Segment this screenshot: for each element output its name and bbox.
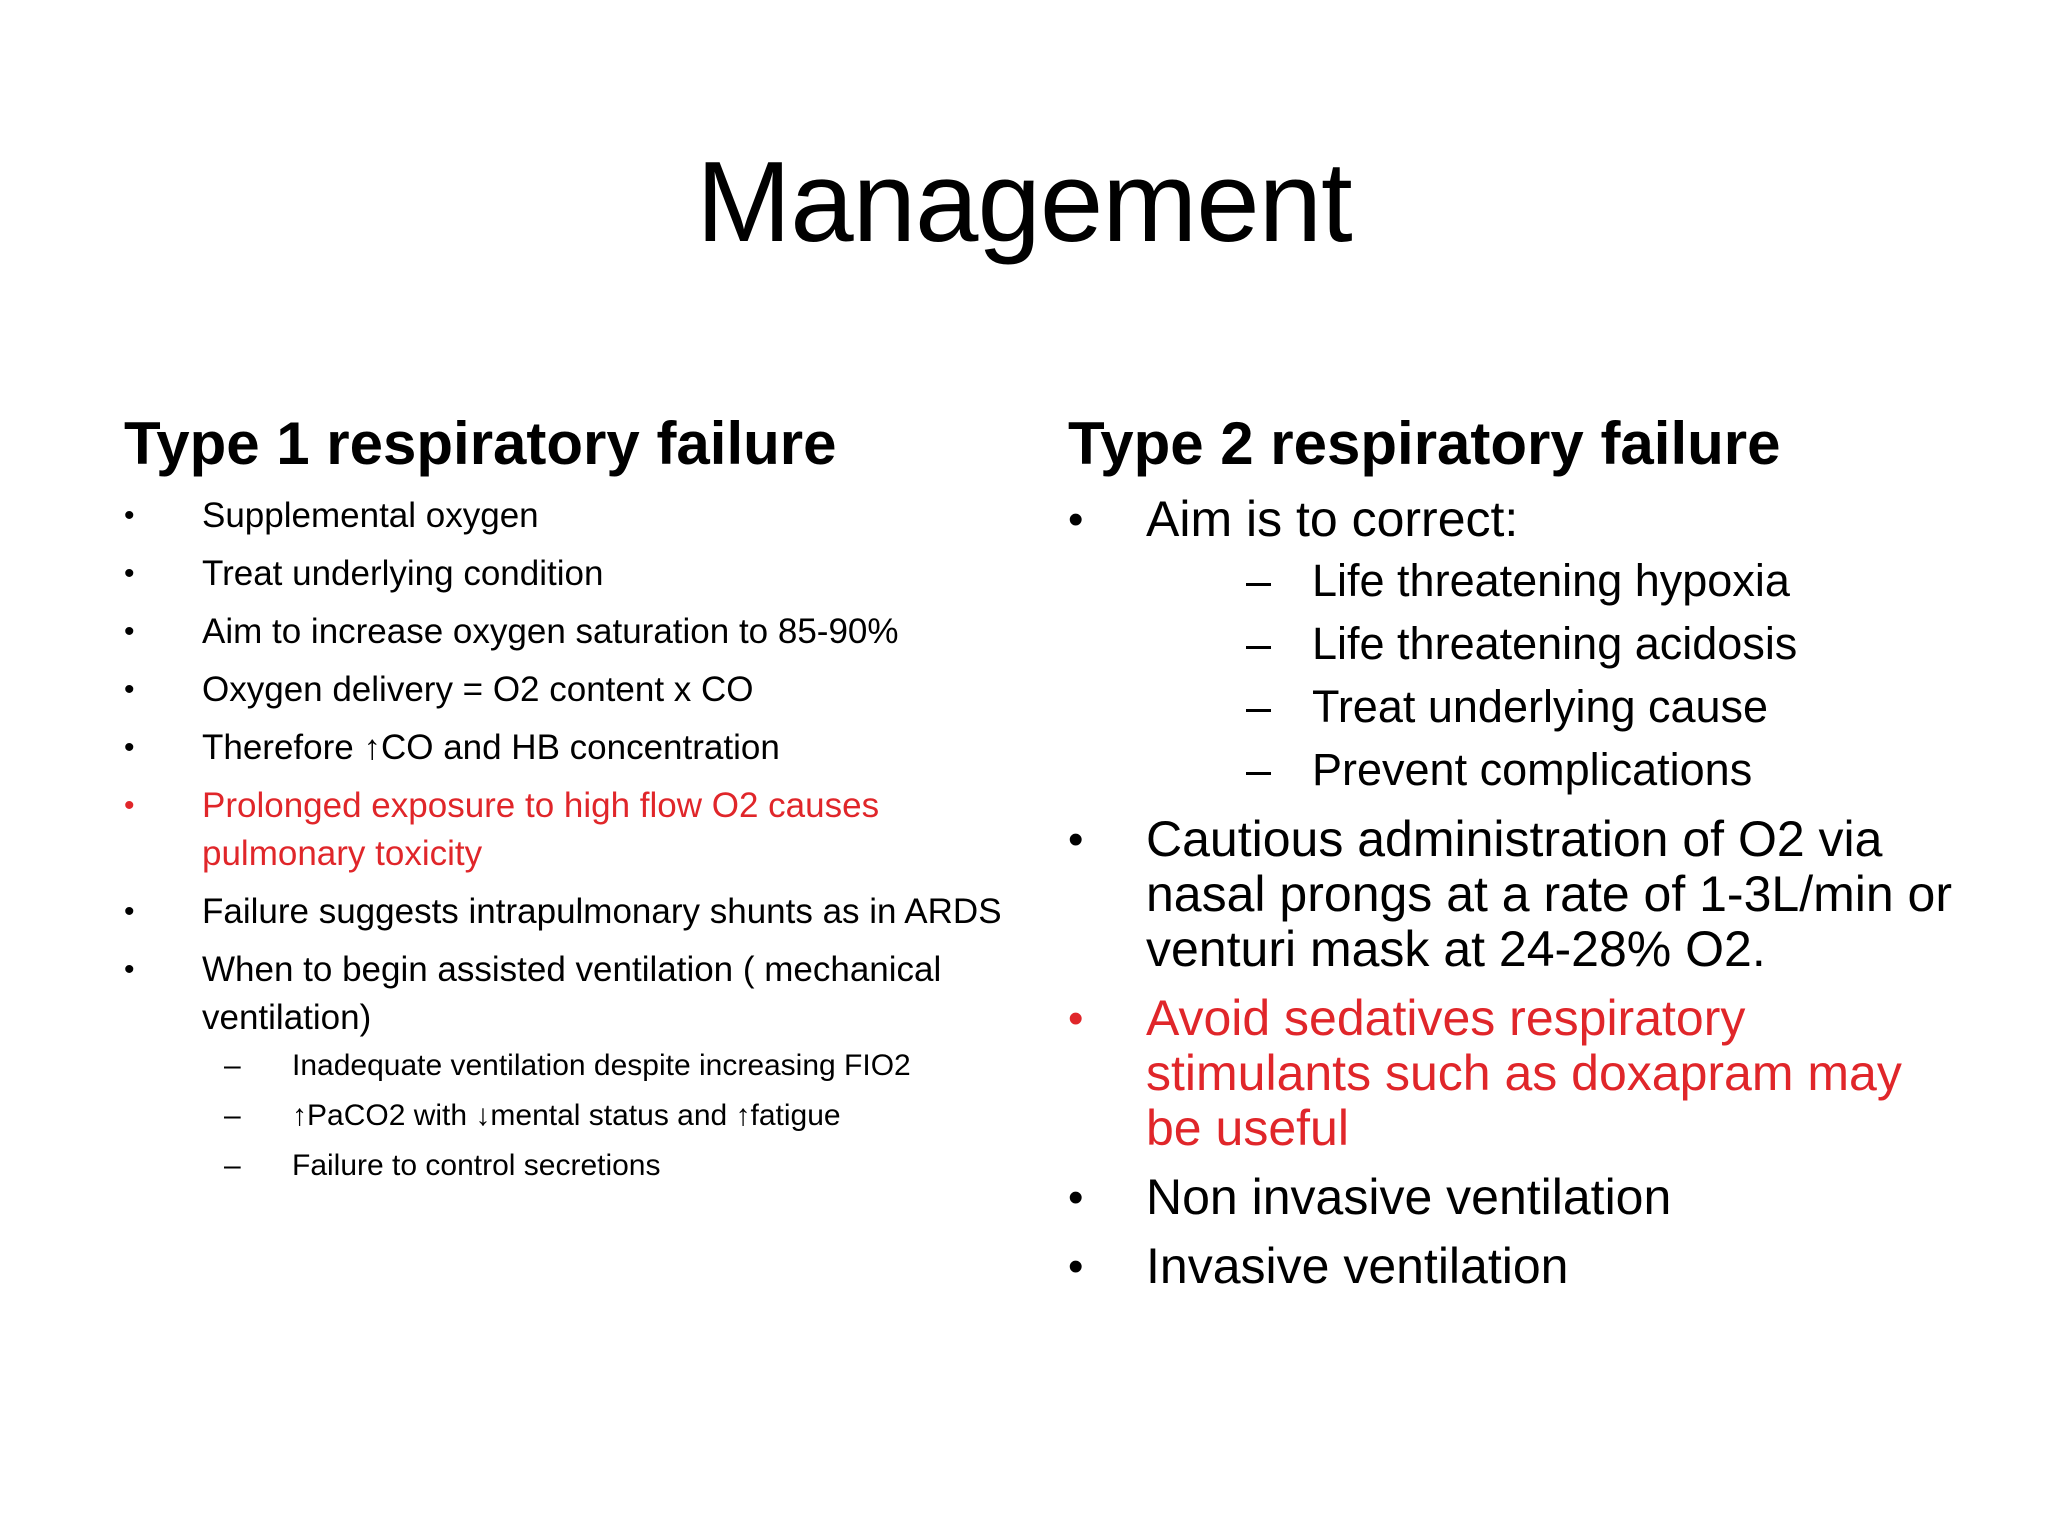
sub-list-item (202, 1146, 1004, 1186)
list-item (1068, 812, 1968, 977)
bullet-icon: • (1068, 1242, 1084, 1291)
list-item (124, 492, 1004, 540)
sub-list-item-text: Treat underlying cause (1312, 681, 1769, 732)
dash-icon: – (1246, 555, 1272, 606)
list-item (124, 888, 1004, 936)
list-item (124, 946, 1004, 1186)
bullet-icon: • (124, 557, 135, 590)
slide-title: Management (696, 139, 1352, 266)
list-item-text: Therefore ↑CO and HB concentration (202, 728, 780, 767)
list-item-text: Treat underlying condition (202, 554, 604, 593)
right-bullet-list (1068, 492, 1968, 1294)
list-item (124, 666, 1004, 714)
sub-list (1146, 553, 1968, 798)
list-item-text: Failure suggests intrapulmonary shunts as in ARDS (202, 892, 1002, 931)
bullet-icon: • (1068, 994, 1084, 1043)
sub-list-item (1146, 553, 1968, 609)
bullet-icon: • (1068, 815, 1084, 864)
right-column (1068, 408, 1968, 1308)
list-item-text: Prolonged exposure to high flow O2 causes pulmonary toxicity (202, 786, 880, 873)
sub-list-item-text: Life threatening acidosis (1312, 618, 1798, 669)
list-item (1068, 1239, 1968, 1294)
right-heading: Type 2 respiratory failure (1068, 410, 1781, 477)
left-heading: Type 1 respiratory failure (124, 410, 837, 477)
sub-list-item-text: ↑PaCO2 with ↓mental status and ↑fatigue (292, 1099, 841, 1132)
sub-list-item (1146, 679, 1968, 735)
bullet-icon: • (124, 673, 135, 706)
sub-list-item-text: Prevent complications (1312, 744, 1753, 795)
sub-list-item (1146, 742, 1968, 798)
dash-icon: – (1246, 618, 1272, 669)
list-item-text: Supplemental oxygen (202, 496, 539, 535)
sub-list-item (202, 1096, 1004, 1136)
sub-list (202, 1046, 1004, 1186)
list-item-text: Aim is to correct: (1146, 491, 1519, 547)
list-item (1068, 1170, 1968, 1225)
dash-icon: – (224, 1049, 241, 1082)
list-item (124, 724, 1004, 772)
bullet-icon: • (124, 499, 135, 532)
dash-icon: – (224, 1149, 241, 1182)
list-item-highlighted (1068, 991, 1968, 1156)
sub-list-item-text: Inadequate ventilation despite increasing FIO2 (292, 1049, 911, 1082)
list-item-text: Cautious administration of O2 via nasal prongs at a rate of 1-3L/min or venturi mask at 24-28% O2. (1146, 811, 1953, 977)
list-item-text: Invasive ventilation (1146, 1238, 1569, 1294)
list-item (124, 608, 1004, 656)
list-item (124, 550, 1004, 598)
bullet-icon: • (1068, 1173, 1084, 1222)
left-column (124, 408, 1004, 1196)
sub-list-item (1146, 616, 1968, 672)
dash-icon: – (1246, 744, 1272, 795)
list-item-text: Non invasive ventilation (1146, 1169, 1672, 1225)
bullet-icon: • (124, 731, 135, 764)
sub-list-item-text: Life threatening hypoxia (1312, 555, 1790, 606)
left-bullet-list (124, 492, 1004, 1186)
bullet-icon: • (1068, 495, 1084, 544)
bullet-icon: • (124, 789, 135, 822)
bullet-icon: • (124, 953, 135, 986)
list-item-text: Oxygen delivery = O2 content x CO (202, 670, 754, 709)
list-item (1068, 492, 1968, 798)
list-item-text: Avoid sedatives respiratory stimulants such as doxapram may be useful (1146, 990, 1902, 1156)
dash-icon: – (1246, 681, 1272, 732)
list-item-text: When to begin assisted ventilation ( mechanical ventilation) (202, 950, 942, 1037)
sub-list-item-text: Failure to control secretions (292, 1149, 661, 1182)
sub-list-item (202, 1046, 1004, 1086)
bullet-icon: • (124, 895, 135, 928)
list-item-highlighted (124, 782, 1004, 878)
bullet-icon: • (124, 615, 135, 648)
dash-icon: – (224, 1099, 241, 1132)
list-item-text: Aim to increase oxygen saturation to 85-90% (202, 612, 899, 651)
